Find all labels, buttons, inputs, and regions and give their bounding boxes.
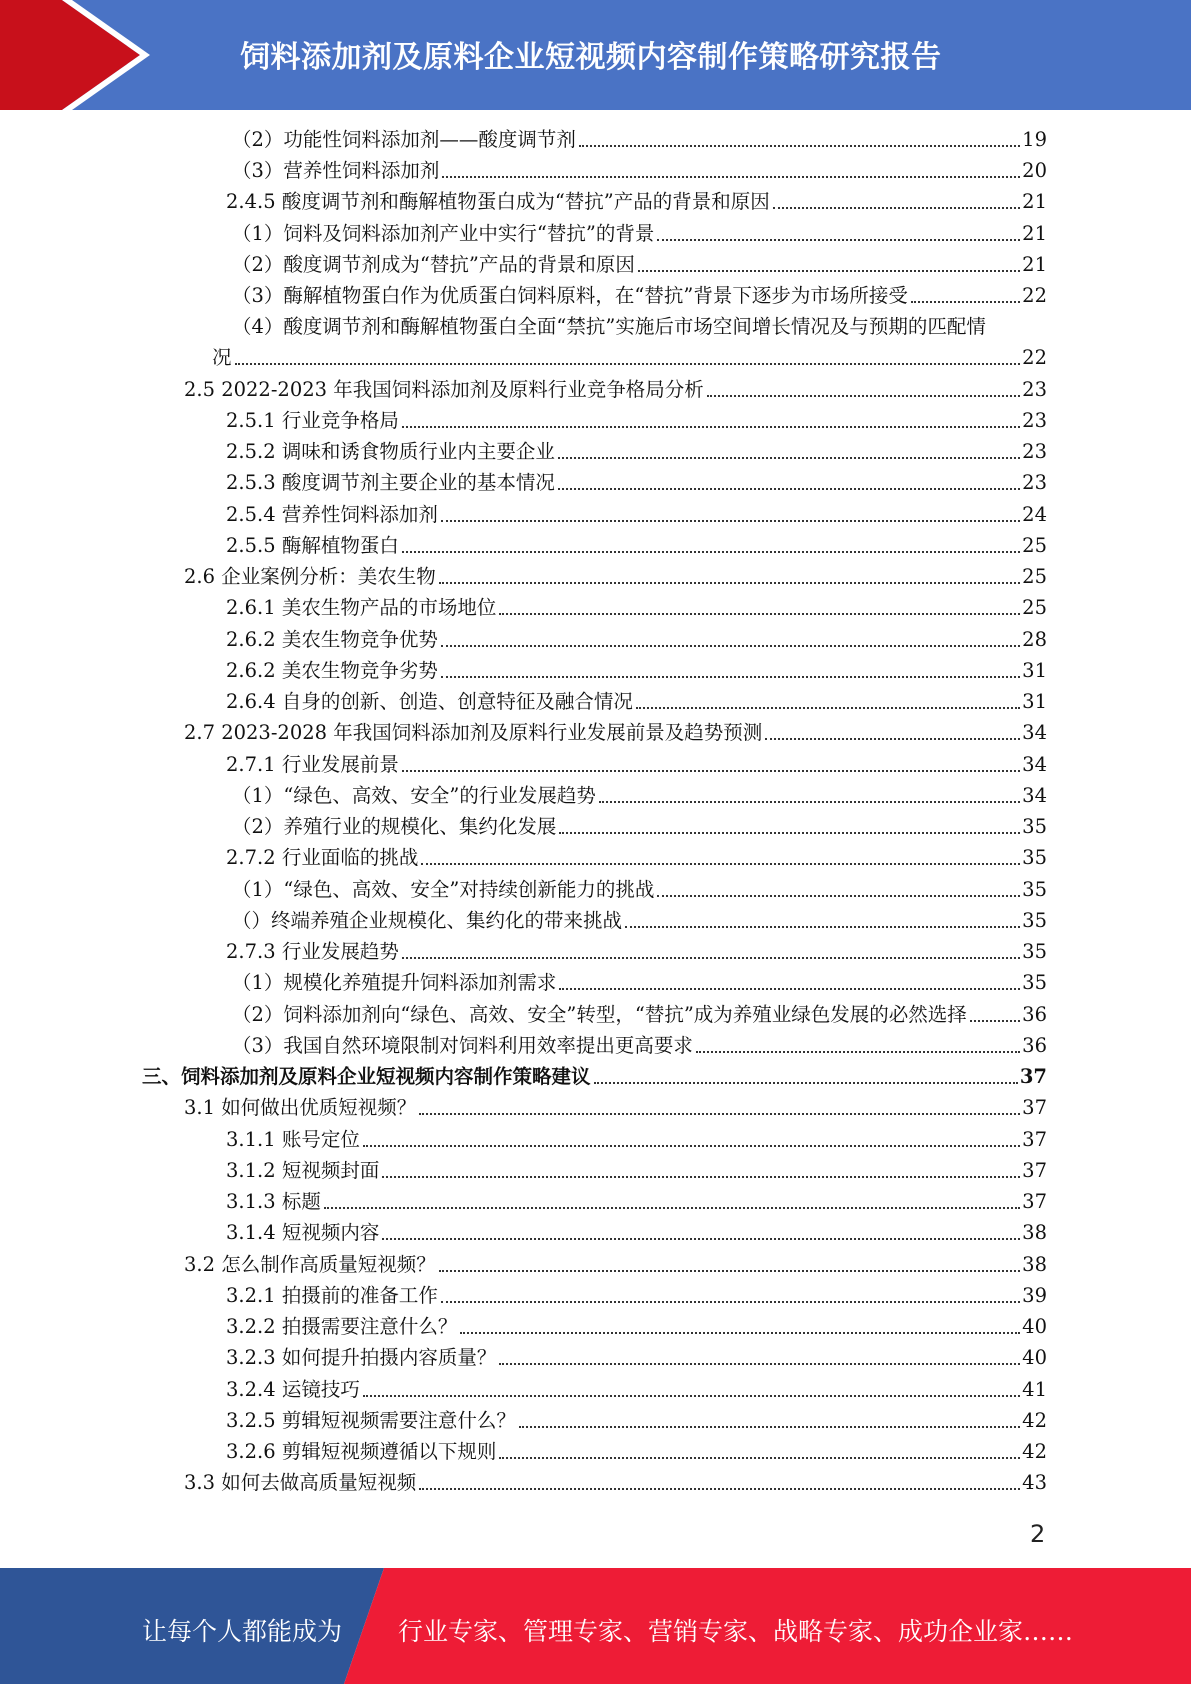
toc-leader-dots bbox=[382, 1176, 1020, 1178]
toc-leader-dots bbox=[970, 1020, 1020, 1022]
toc-entry-title: 2.5.2 调味和诱食物质行业内主要企业 bbox=[226, 440, 555, 463]
toc-leader-dots bbox=[441, 1301, 1020, 1303]
toc-leader-dots bbox=[499, 1457, 1020, 1459]
toc-entry-title: 3.2.5 剪辑短视频需要注意什么？ bbox=[226, 1409, 516, 1432]
toc-entry-page: 34 bbox=[1022, 753, 1047, 776]
toc-entry-title: 2.7.2 行业面临的挑战 bbox=[226, 846, 419, 869]
toc-entry-page: 42 bbox=[1022, 1440, 1047, 1463]
toc-entry[interactable] bbox=[184, 1469, 1047, 1497]
toc-entry[interactable] bbox=[232, 282, 1047, 310]
toc-leader-dots bbox=[558, 488, 1020, 490]
toc-entry-title: 3.1.2 短视频封面 bbox=[226, 1159, 380, 1182]
toc-entry-page: 25 bbox=[1022, 565, 1047, 588]
toc-entry[interactable] bbox=[226, 1219, 1047, 1247]
toc-leader-dots bbox=[707, 395, 1020, 397]
toc-entry[interactable] bbox=[226, 1157, 1047, 1185]
toc-entry-page: 23 bbox=[1022, 440, 1047, 463]
toc-entry-title: 三、饲料添加剂及原料企业短视频内容制作策略建议 bbox=[142, 1065, 591, 1088]
toc-entry-title: 3.1.4 短视频内容 bbox=[226, 1221, 380, 1244]
toc-entry-title: 2.5.4 营养性饲料添加剂 bbox=[226, 503, 438, 526]
toc-entry-title: 2.7.3 行业发展趋势 bbox=[226, 940, 399, 963]
toc-entry-page: 37 bbox=[1019, 1065, 1047, 1088]
toc-entry-title: （4）酸度调节剂和酶解植物蛋白全面“禁抗”实施后市场空间增长情况及与预期的匹配情 bbox=[232, 315, 986, 338]
toc-entry[interactable] bbox=[184, 376, 1047, 404]
toc-entry-title: 2.6.1 美农生物产品的市场地位 bbox=[226, 596, 497, 619]
toc-entry-title: 3.3 如何去做高质量短视频 bbox=[184, 1471, 417, 1494]
toc-entry-title: 2.6.4 自身的创新、创造、创意特征及融合情况 bbox=[226, 690, 633, 713]
toc-entry-title: 3.2.6 剪辑短视频遵循以下规则 bbox=[226, 1440, 497, 1463]
toc-entry-page: 31 bbox=[1022, 659, 1047, 682]
toc-leader-dots bbox=[441, 676, 1020, 678]
toc-leader-dots bbox=[558, 457, 1020, 459]
footer-slogan-left: 让每个人都能成为 bbox=[142, 1617, 343, 1646]
toc-leader-dots bbox=[419, 1488, 1020, 1490]
toc-entry[interactable] bbox=[226, 1438, 1047, 1466]
toc-entry-page: 36 bbox=[1022, 1003, 1047, 1026]
toc-entry[interactable] bbox=[226, 657, 1047, 685]
toc-entry[interactable] bbox=[226, 469, 1047, 497]
toc-entry[interactable] bbox=[232, 251, 1047, 279]
toc-entry-title: （3）营养性饲料添加剂 bbox=[232, 159, 440, 182]
toc-entry-title: 2.6 企业案例分析：美农生物 bbox=[184, 565, 436, 588]
toc-entry-page: 31 bbox=[1022, 690, 1047, 713]
toc-entry[interactable] bbox=[226, 501, 1047, 529]
toc-leader-dots bbox=[657, 895, 1020, 897]
toc-entry-page: 39 bbox=[1022, 1284, 1047, 1307]
toc-entry-title: （2）功能性饲料添加剂——酸度调节剂 bbox=[232, 128, 576, 151]
page-number: 2 bbox=[1030, 1520, 1046, 1548]
toc-entry-title: （）终端养殖企业规模化、集约化的带来挑战 bbox=[232, 909, 623, 932]
toc-entry-title: （3）我国自然环境限制对饲料利用效率提出更高要求 bbox=[232, 1034, 693, 1057]
toc-entry-title: 2.6.2 美农生物竞争优势 bbox=[226, 628, 438, 651]
toc-entry-page: 34 bbox=[1022, 721, 1047, 744]
toc-leader-dots bbox=[363, 1145, 1020, 1147]
toc-leader-dots bbox=[441, 520, 1020, 522]
toc-entry[interactable] bbox=[226, 532, 1047, 560]
toc-entry-title: 2.5 2022-2023 年我国饲料添加剂及原料行业竞争格局分析 bbox=[184, 378, 704, 401]
toc-entry[interactable] bbox=[226, 1407, 1047, 1435]
toc-leader-dots bbox=[402, 957, 1020, 959]
toc-leader-dots bbox=[499, 613, 1020, 615]
toc-leader-dots bbox=[402, 770, 1020, 772]
toc-entry[interactable] bbox=[184, 719, 1047, 747]
toc-entry-title: 2.6.2 美农生物竞争劣势 bbox=[226, 659, 438, 682]
toc-entry[interactable] bbox=[226, 407, 1047, 435]
toc-entry-page: 40 bbox=[1022, 1346, 1047, 1369]
toc-entry-wrapped-first-line[interactable] bbox=[232, 313, 1047, 341]
toc-entry-page: 20 bbox=[1022, 159, 1047, 182]
toc-leader-dots bbox=[441, 645, 1020, 647]
toc-entry[interactable] bbox=[226, 188, 1047, 216]
toc-entry-page: 35 bbox=[1022, 878, 1047, 901]
toc-entry[interactable] bbox=[226, 751, 1047, 779]
toc-leader-dots bbox=[402, 551, 1020, 553]
toc-entry[interactable] bbox=[232, 1032, 1047, 1060]
toc-leader-dots bbox=[363, 1395, 1020, 1397]
toc-entry[interactable] bbox=[226, 1126, 1047, 1154]
toc-entry[interactable] bbox=[232, 126, 1047, 154]
toc-leader-dots bbox=[657, 239, 1020, 241]
toc-entry-page: 40 bbox=[1022, 1315, 1047, 1338]
toc-entry-title: 2.7 2023-2028 年我国饲料添加剂及原料行业发展前景及趋势预测 bbox=[184, 721, 763, 744]
page-footer bbox=[0, 1568, 1191, 1684]
toc-leader-dots bbox=[696, 1051, 1020, 1053]
toc-entry[interactable] bbox=[232, 907, 1047, 935]
toc-chapter-entry[interactable] bbox=[142, 1063, 1047, 1091]
toc-leader-dots bbox=[235, 363, 1021, 365]
toc-leader-dots bbox=[911, 301, 1020, 303]
toc-entry-title: 3.1.1 账号定位 bbox=[226, 1128, 360, 1151]
toc-entry-page: 35 bbox=[1022, 909, 1047, 932]
toc-leader-dots bbox=[625, 926, 1020, 928]
toc-entry-title: （1）规模化养殖提升饲料添加剂需求 bbox=[232, 971, 557, 994]
toc-entry[interactable] bbox=[184, 1251, 1047, 1279]
toc-entry[interactable] bbox=[226, 844, 1047, 872]
toc-entry-page: 35 bbox=[1022, 846, 1047, 869]
toc-leader-dots bbox=[599, 801, 1020, 803]
toc-entry-title: 3.2.1 拍摄前的准备工作 bbox=[226, 1284, 438, 1307]
toc-leader-dots bbox=[519, 1426, 1020, 1428]
toc-entry-page: 35 bbox=[1022, 971, 1047, 994]
toc-entry[interactable] bbox=[232, 157, 1047, 185]
toc-entry-title: 2.5.5 酶解植物蛋白 bbox=[226, 534, 399, 557]
toc-leader-dots bbox=[638, 270, 1020, 272]
toc-leader-dots bbox=[559, 832, 1020, 834]
toc-leader-dots bbox=[439, 1270, 1020, 1272]
toc-entry-page: 41 bbox=[1022, 1378, 1047, 1401]
toc-entry-page: 38 bbox=[1022, 1253, 1047, 1276]
toc-entry-page: 25 bbox=[1022, 596, 1047, 619]
toc-entry-page: 36 bbox=[1022, 1034, 1047, 1057]
toc-entry-title: 2.4.5 酸度调节剂和酶解植物蛋白成为“替抗”产品的背景和原因 bbox=[226, 190, 770, 213]
toc-entry-page: 37 bbox=[1022, 1128, 1047, 1151]
toc-entry-page: 37 bbox=[1022, 1159, 1047, 1182]
toc-leader-dots bbox=[773, 207, 1020, 209]
toc-entry-title: （2）酸度调节剂成为“替抗”产品的背景和原因 bbox=[232, 253, 635, 276]
toc-entry[interactable] bbox=[184, 1094, 1047, 1122]
toc-entry-title: 2.5.3 酸度调节剂主要企业的基本情况 bbox=[226, 471, 555, 494]
toc-entry-page: 23 bbox=[1022, 378, 1047, 401]
toc-entry-page: 42 bbox=[1022, 1409, 1047, 1432]
toc-entry-title: 3.1.3 标题 bbox=[226, 1190, 321, 1213]
toc-entry-page: 28 bbox=[1022, 628, 1047, 651]
toc-entry[interactable] bbox=[226, 1376, 1047, 1404]
toc-entry-title: 3.2.3 如何提升拍摄内容质量？ bbox=[226, 1346, 497, 1369]
toc-entry[interactable] bbox=[184, 563, 1047, 591]
toc-entry-page: 35 bbox=[1022, 815, 1047, 838]
toc-entry-page: 21 bbox=[1022, 190, 1047, 213]
toc-entry[interactable] bbox=[226, 626, 1047, 654]
toc-leader-dots bbox=[419, 1113, 1020, 1115]
toc-entry[interactable] bbox=[226, 688, 1047, 716]
toc-entry-title: 2.7.1 行业发展前景 bbox=[226, 753, 399, 776]
toc-entry-wrapped-last-line[interactable] bbox=[212, 344, 1047, 372]
toc-entry-page: 34 bbox=[1022, 784, 1047, 807]
toc-entry-page: 22 bbox=[1022, 284, 1047, 307]
toc-leader-dots bbox=[594, 1082, 1018, 1084]
toc-entry-page: 22 bbox=[1022, 346, 1047, 369]
toc-leader-dots bbox=[402, 426, 1020, 428]
toc-entry-title: （1）“绿色、高效、安全”对持续创新能力的挑战 bbox=[232, 878, 655, 901]
toc-entry[interactable] bbox=[226, 1344, 1047, 1372]
toc-leader-dots bbox=[460, 1332, 1020, 1334]
footer-slogan-right: 行业专家、管理专家、营销专家、战略专家、成功企业家…… bbox=[398, 1617, 1074, 1646]
toc-leader-dots bbox=[765, 738, 1020, 740]
toc-entry-page: 24 bbox=[1022, 503, 1047, 526]
toc-entry[interactable] bbox=[226, 438, 1047, 466]
toc-leader-dots bbox=[636, 707, 1020, 709]
toc-entry[interactable] bbox=[226, 1188, 1047, 1216]
toc-entry-title: （1）饲料及饲料添加剂产业中实行“替抗”的背景 bbox=[232, 222, 655, 245]
toc-entry[interactable] bbox=[232, 782, 1047, 810]
toc-entry-page: 35 bbox=[1022, 940, 1047, 963]
toc-entry[interactable] bbox=[226, 594, 1047, 622]
toc-entry-page: 37 bbox=[1022, 1096, 1047, 1119]
toc-entry[interactable] bbox=[232, 876, 1047, 904]
toc-entry-page: 43 bbox=[1022, 1471, 1047, 1494]
toc-entry-title: 2.5.1 行业竞争格局 bbox=[226, 409, 399, 432]
toc-entry[interactable] bbox=[232, 813, 1047, 841]
toc-entry-title: 3.2 怎么制作高质量短视频？ bbox=[184, 1253, 436, 1276]
toc-leader-dots bbox=[324, 1207, 1020, 1209]
toc-entry-page: 38 bbox=[1022, 1221, 1047, 1244]
toc-leader-dots bbox=[439, 582, 1020, 584]
toc-entry-page: 37 bbox=[1022, 1190, 1047, 1213]
toc-leader-dots bbox=[579, 145, 1020, 147]
toc-entry-title: （2）养殖行业的规模化、集约化发展 bbox=[232, 815, 557, 838]
toc-entry[interactable] bbox=[232, 220, 1047, 248]
toc-entry[interactable] bbox=[232, 969, 1047, 997]
page-header bbox=[0, 0, 1191, 110]
toc-leader-dots bbox=[421, 863, 1020, 865]
toc-entry-title: （2）饲料添加剂向“绿色、高效、安全”转型，“替抗”成为养殖业绿色发展的必然选择 bbox=[232, 1003, 967, 1026]
toc-leader-dots bbox=[499, 1363, 1020, 1365]
toc-entry-page: 19 bbox=[1022, 128, 1047, 151]
toc-leader-dots bbox=[382, 1238, 1020, 1240]
toc-entry[interactable] bbox=[226, 1282, 1047, 1310]
toc-entry-title-continued: 况 bbox=[212, 346, 232, 369]
toc-entry-page: 25 bbox=[1022, 534, 1047, 557]
toc-leader-dots bbox=[442, 176, 1020, 178]
toc-entry-title: （3）酶解植物蛋白作为优质蛋白饲料原料，在“替抗”背景下逐步为市场所接受 bbox=[232, 284, 908, 307]
toc-entry-title: 3.2.4 运镜技巧 bbox=[226, 1378, 360, 1401]
toc-entry-title: 3.2.2 拍摄需要注意什么？ bbox=[226, 1315, 458, 1338]
toc-entry-page: 23 bbox=[1022, 471, 1047, 494]
toc-entry-title: （1）“绿色、高效、安全”的行业发展趋势 bbox=[232, 784, 596, 807]
toc-entry-page: 21 bbox=[1022, 222, 1047, 245]
toc-entry-page: 21 bbox=[1022, 253, 1047, 276]
report-title: 饲料添加剂及原料企业短视频内容制作策略研究报告 bbox=[240, 40, 942, 75]
toc-entry-title: 3.1 如何做出优质短视频？ bbox=[184, 1096, 417, 1119]
toc-entry[interactable] bbox=[226, 938, 1047, 966]
toc-entry[interactable] bbox=[232, 1001, 1047, 1029]
toc-entry-page: 23 bbox=[1022, 409, 1047, 432]
toc-leader-dots bbox=[559, 988, 1020, 990]
toc-entry[interactable] bbox=[226, 1313, 1047, 1341]
